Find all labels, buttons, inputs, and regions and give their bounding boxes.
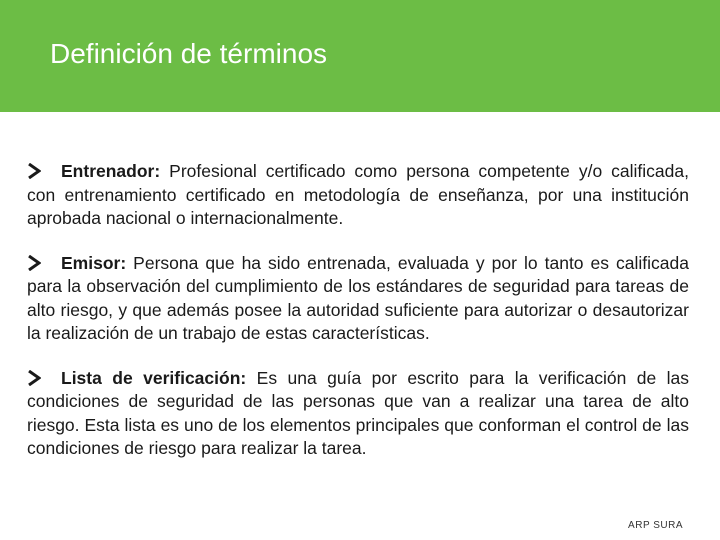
definition-item-emisor <box>27 252 689 346</box>
chevron-right-icon <box>27 255 41 271</box>
slide-title: Definición de términos <box>50 38 328 69</box>
definition-text: Profesional certificado como persona competente y/o calificada, con entrenamiento certificado en metodología de enseñanza, por una institución aprobada nacional o internacionalmente. <box>27 161 689 228</box>
definition-term: Lista de verificación: <box>61 367 247 388</box>
definition-term: Entrenador: <box>61 161 161 181</box>
definitions-list <box>27 160 689 461</box>
definition-item-lista-verificacion <box>27 367 689 461</box>
title-bar <box>0 0 720 112</box>
definition-text: Es una guía por escrito para la verificación de las condiciones de seguridad de las personas que van a realizar una tarea de alto riesgo. Esta lista es uno de los elementos principales que conforman el control de las condiciones de riesgo para realizar la tarea. <box>27 367 689 458</box>
definition-text: Persona que ha sido entrenada, evaluada y por lo tanto es calificada para la observación del cumplimiento de los estándares de seguridad para tareas de alto riesgo, y que además posee la autoridad suficiente para autorizar o desautorizar la realización de un trabajo de estas características. <box>27 252 689 343</box>
definition-term: Emisor: <box>61 252 127 273</box>
chevron-right-icon <box>27 163 41 179</box>
footer-brand-label: ARP SURA <box>628 520 683 531</box>
definition-item-entrenador <box>27 160 689 231</box>
chevron-right-icon <box>27 370 41 386</box>
